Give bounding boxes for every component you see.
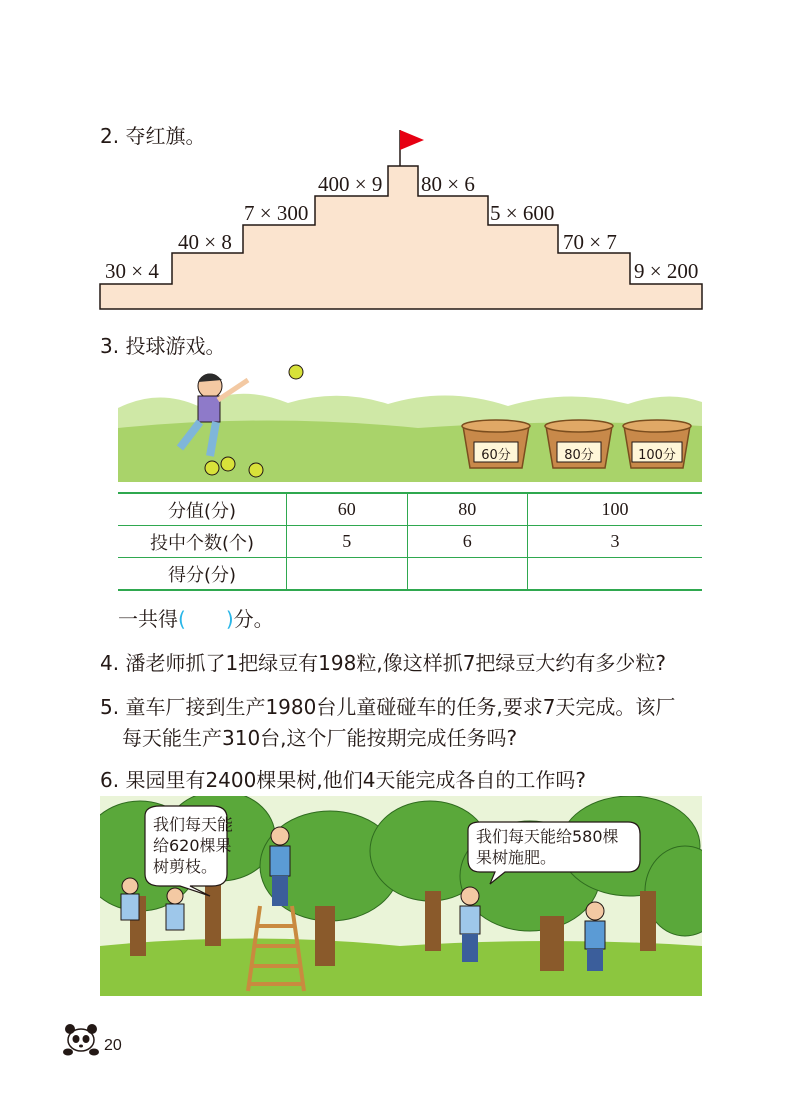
table-row [118, 558, 702, 591]
q3-title: 3. 投球游戏。 [100, 334, 226, 358]
step-3-right: 5 × 600 [490, 201, 555, 225]
table-cell: 5 [287, 526, 408, 558]
boy-shirt [198, 396, 220, 422]
basket-label-60: 60分 [481, 448, 511, 463]
step-4-left: 400 × 9 [318, 172, 383, 196]
answer-cell[interactable] [528, 558, 702, 591]
step-1-right: 9 × 200 [634, 259, 699, 283]
q2-title: 2. 夺红旗。 [100, 124, 206, 148]
table-row [118, 526, 702, 558]
q5-line-2: 每天能生产310台,这个厂能按期完成任务吗? [122, 726, 518, 750]
worker-fertilizing-2 [585, 902, 605, 971]
answer-open-paren: ( [178, 607, 186, 631]
table-cell: 80 [407, 493, 528, 526]
total-prefix: 一共得 [118, 607, 178, 631]
step-1-left: 30 × 4 [105, 259, 159, 283]
ball-game-illustration [118, 358, 702, 482]
row-label: 得分(分) [118, 558, 287, 591]
step-2-left: 40 × 8 [178, 230, 232, 254]
bubble-left-line: 给620棵果 [153, 836, 232, 855]
table-cell: 3 [528, 526, 702, 558]
q6-text: 6. 果园里有2400棵果树,他们4天能完成各自的工作吗? [100, 768, 587, 792]
answer-cell[interactable] [407, 558, 528, 591]
answer-close-paren: ) [225, 607, 234, 631]
step-4-right: 80 × 6 [421, 172, 475, 196]
q4-text: 4. 潘老师抓了1把绿豆有198粒,像这样抓7把绿豆大约有多少粒? [100, 651, 667, 675]
basket-label-100: 100分 [638, 448, 676, 463]
page-number: 20 [104, 1037, 122, 1054]
step-2-right: 70 × 7 [563, 230, 617, 254]
score-table [118, 492, 702, 591]
bubble-right-text [476, 826, 619, 868]
basket-label-80: 80分 [564, 448, 594, 463]
bubble-right-line: 果树施肥。 [476, 848, 557, 867]
bubble-left-text [153, 814, 233, 877]
q5-line-1: 5. 童车厂接到生产1980台儿童碰碰车的任务,要求7天完成。该厂 [100, 695, 676, 719]
red-flag [400, 130, 424, 150]
bubble-left-line: 树剪枝。 [153, 857, 218, 876]
answer-cell[interactable] [287, 558, 408, 591]
table-cell: 6 [407, 526, 528, 558]
row-label: 投中个数(个) [118, 526, 287, 558]
bubble-left-line: 我们每天能 [153, 815, 234, 834]
total-suffix: 分。 [233, 607, 274, 631]
panda-icon [62, 1022, 100, 1056]
worker-fertilizing [460, 887, 480, 962]
worker-pruning [270, 827, 290, 906]
total-line [118, 603, 274, 632]
table-row [118, 493, 702, 526]
step-3-left: 7 × 300 [244, 201, 309, 225]
table-cell: 60 [287, 493, 408, 526]
bubble-right-line: 我们每天能给580棵 [476, 827, 619, 846]
flying-ball [289, 365, 303, 379]
table-cell: 100 [528, 493, 702, 526]
row-label: 分值(分) [118, 493, 287, 526]
